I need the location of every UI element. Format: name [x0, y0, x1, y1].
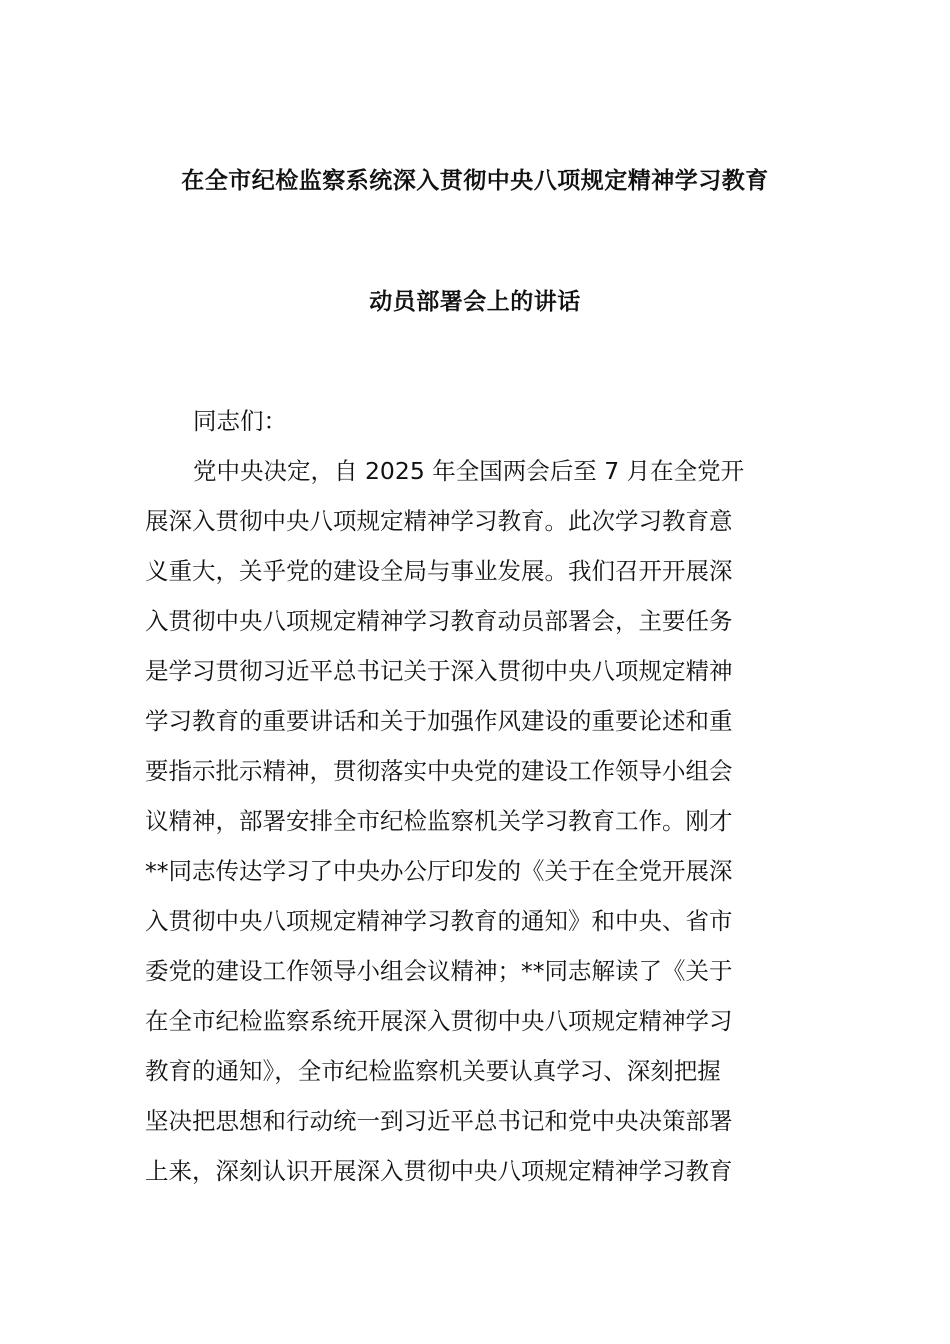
- paragraph-line: 学习教育的重要讲话和关于加强作风建设的重要论述和重: [145, 707, 733, 735]
- paragraph-line: 坚决把思想和行动统一到习近平总书记和党中央决策部署: [145, 1107, 733, 1135]
- paragraph-line: 委党的建设工作领导小组会议精神；**同志解读了《关于: [145, 957, 733, 985]
- paragraph-line: 展深入贯彻中央八项规定精神学习教育。此次学习教育意: [145, 507, 733, 535]
- paragraph-line: **同志传达学习了中央办公厅印发的《关于在全党开展深: [145, 857, 733, 885]
- paragraph-line: 是学习贯彻习近平总书记关于深入贯彻中央八项规定精神: [145, 657, 733, 685]
- paragraph-line: 义重大，关乎党的建设全局与事业发展。我们召开开展深: [145, 557, 733, 585]
- paragraph-line: 入贯彻中央八项规定精神学习教育的通知》和中央、省市: [145, 907, 733, 935]
- document-title-line-2: 动员部署会上的讲话: [369, 289, 581, 315]
- document-title-line-1: 在全市纪检监察系统深入贯彻中央八项规定精神学习教育: [181, 168, 769, 194]
- paragraph-line: 在全市纪检监察系统开展深入贯彻中央八项规定精神学习: [145, 1007, 733, 1035]
- paragraph-line: 上来，深刻认识开展深入贯彻中央八项规定精神学习教育: [145, 1157, 733, 1185]
- salutation: 同志们：: [193, 407, 287, 435]
- paragraph-line: 教育的通知》，全市纪检监察机关要认真学习、深刻把握: [145, 1057, 721, 1085]
- paragraph-line: 议精神，部署安排全市纪检监察机关学习教育工作。刚才: [145, 807, 733, 835]
- paragraph-line: 入贯彻中央八项规定精神学习教育动员部署会，主要任务: [145, 607, 733, 635]
- paragraph-line: 党中央决定，自 2025 年全国两会后至 7 月在全党开: [193, 457, 745, 485]
- paragraph-line: 要指示批示精神，贯彻落实中央党的建设工作领导小组会: [145, 757, 733, 785]
